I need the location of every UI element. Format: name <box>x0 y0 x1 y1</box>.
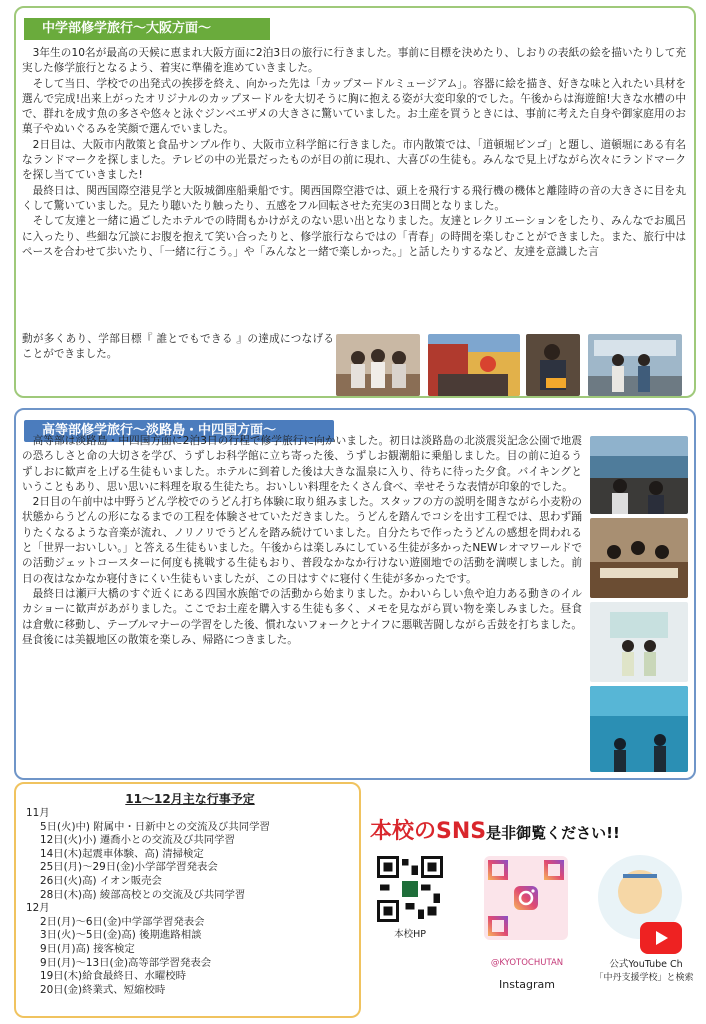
instagram-handle: @KYOTOCHUTAN <box>490 958 564 968</box>
paragraph: 2日目は、大阪市内散策と食品サンプル作り、大阪市立科学館に行きました。市内散策では、「道頓堀ビンゴ」と題し、道頓堀にある有名なランドマークを探しました。テレビの中の光景だったものが目の前に現れ、大喜びの生徒も。みんなで見上げながら次々にランドマークを探し当てていきました! <box>22 138 686 182</box>
photo-cupnoodle-students <box>336 334 420 396</box>
junior-trip-body-tail <box>22 332 334 363</box>
list-item: 5日(火)中) 附属中・日新中との交流及び共同学習 <box>40 820 270 833</box>
senior-trip-title: 高等部修学旅行～淡路島・中四国方面～ <box>24 420 334 442</box>
paragraph: 2日目の午前中は中野うどん学校でのうどん打ち体験に取り組みました。スタッフの方の説明を聞きながら小麦粉の状態からうどんの形になるまでの工程を体験させていただきました。うどんを踏んでコシを出す工程では、思わず踊りたくなるような音楽が流れ、ノリノリでうどんを踏み続けていました。自分たちで作ったうどんの感想を問われると「世界一おいしい。」と答える生徒もいました。午後からは楽しみにしている生徒が多かったNEWレオマワールドでの活動ジェットコースターに何度も挑戦する生徒もおり、普段なかなか行けない遊園地での活動を満喫しました。前日の夜はなかなか寝付きにくい生徒もいましたが、この日はすぐに寝付く生徒が多かったです。 <box>22 496 582 585</box>
photo-food-sample <box>526 334 580 396</box>
photo-aquarium <box>590 686 688 772</box>
paragraph: 最終日は瀬戸大橋のすぐ近くにある四国水族館での活動から始まりました。かわいらしい魚や迫力ある動きのイルカショーに歓声があがりました。ここでお土産を購入する生徒も多く、メモを見ながら買い物を楽しみました。昼食は倉敷に移動し、テーブルマナーの学習をした後、慣れないフォークとナイフに悪戦苦闘しながら舌鼓を打ちました。昼食後には美観地区の散策を楽しみ、帰路につきました。 <box>22 587 582 646</box>
list-item: 25日(月)～29日(金)小学部学習発表会 <box>40 861 218 874</box>
list-item: 9日(月)高) 接客検定 <box>40 942 135 955</box>
list-item: 9日(月)～13日(金)高等部学習発表会 <box>40 956 212 969</box>
sns-heading-black: 是非御覧ください!! <box>486 824 620 842</box>
hp-qr-code[interactable] <box>377 856 443 922</box>
instagram-qr-code[interactable] <box>484 856 568 940</box>
list-item: 26日(火)高) イオン販売会 <box>40 874 162 887</box>
youtube-caption-2: 「中丹支援学校」と検索 <box>594 973 694 983</box>
paragraph: 最終日は、関西国際空港見学と大阪城御座船乗船です。関西国際空港では、頭上を飛行する飛行機の機体と離陸時の音の大きさに目を丸くして驚いていました。見たり聴いたり触ったり、五感をフル回転させた充実の3日間となりました。 <box>22 184 686 212</box>
list-item: 28日(木)高) 綾部高校との交流及び共同学習 <box>40 888 246 901</box>
photo-udon-class <box>590 518 688 598</box>
junior-trip-title: 中学部修学旅行～大阪方面～ <box>24 18 270 40</box>
photo-airport <box>588 334 682 396</box>
paragraph: 3年生の10名が最高の天候に恵まれ大阪方面に2泊3日の旅行に行きました。事前に目標を決めたり、しおりの表紙の絵を描いたりして充実した修学旅行となるよう、着実に準備を進めていきました。 <box>22 47 686 75</box>
photo-leoma-world <box>590 602 688 682</box>
list-item: 14日(木)起震車体験、高) 清掃検定 <box>40 847 204 860</box>
list-item: 2日(月)～6日(金)中学部学習発表会 <box>40 915 205 928</box>
youtube-caption-1: 公式YouTube Ch <box>609 959 683 970</box>
list-item: 12日(火)小) 遷喬小との交流及び共同学習 <box>40 834 235 847</box>
paragraph: そして友達と一緒に過ごしたホテルでの時間もかけがえのない思い出となりました。友達とレクリエーションをしたり、みんなでお風呂に入ったり、些細な冗談にお腹を抱えて笑い合ったりと、修学旅行ならではの「青春」の時間を楽しむことができました。また、旅行中はペースを合わせて歩いたり、「一緒に行こう。」や「みんなと一緒で楽しかった。」と話したりするなど、友達を意識した言 <box>22 215 686 258</box>
paragraph: そして当日、学校での出発式の挨拶を終え、向かった先は「カップヌードルミュージアム」。容器に絵を描き、好きな味と入れたい具材を選んで完成!出来上がったオリジナルのカップヌードルを大切そうに胸に抱える姿が大変印象的でした。午後からは海遊館!大きな水槽の中で、群れを成す魚の多さや悠々と泳ぐジンベエザメの大きさに驚いていました。お土産を買うときには、事前に考えた自身や御家庭用のお菓子やぬいぐるみを笑顔で選んでいました。 <box>22 77 686 136</box>
schedule-list <box>26 807 356 997</box>
schedule-title: 11～12月主な行事予定 <box>125 792 255 806</box>
list-item: 20日(金)終業式、短縮校時 <box>40 983 166 996</box>
month-label: 12月 <box>26 902 50 915</box>
sns-heading-red: 本校のSNS <box>370 819 487 844</box>
photo-boat <box>590 436 688 514</box>
senior-trip-body <box>22 434 582 648</box>
month-label: 11月 <box>26 807 50 819</box>
photo-dotonbori <box>428 334 520 396</box>
hp-caption: 本校HP <box>394 929 426 940</box>
sns-heading <box>370 814 700 845</box>
list-item: 19日(木)給食最終日、水曜校時 <box>40 970 187 983</box>
youtube-icon[interactable] <box>640 922 682 954</box>
paragraph: 高等部は淡路島・中四国方面に2泊3日の行程で修学旅行に向かいました。初日は淡路島の北淡震災記念公園で地震の恐ろしさと命の大切さを学び、うずしお科学館に立ち寄った後、うずしお観潮船に乗船しました。目の前に迫るうずしおに歓声を上げる生徒もいました。ホテルに到着した後は大きな温泉に入り、待ちに待った夕食。バイキングということもあり、思い思いに料理を取る生徒たち。おいしい料理をたくさん食べ、幸せそうな表情が印象的でした。 <box>22 435 582 493</box>
junior-trip-body <box>22 46 686 260</box>
instagram-caption: Instagram <box>499 978 555 991</box>
list-item: 3日(火)～5日(金)高) 後期進路相談 <box>40 929 202 942</box>
paragraph: 動が多くあり、学部目標『 誰とでもできる 』の達成につなげることができました。 <box>22 333 334 361</box>
